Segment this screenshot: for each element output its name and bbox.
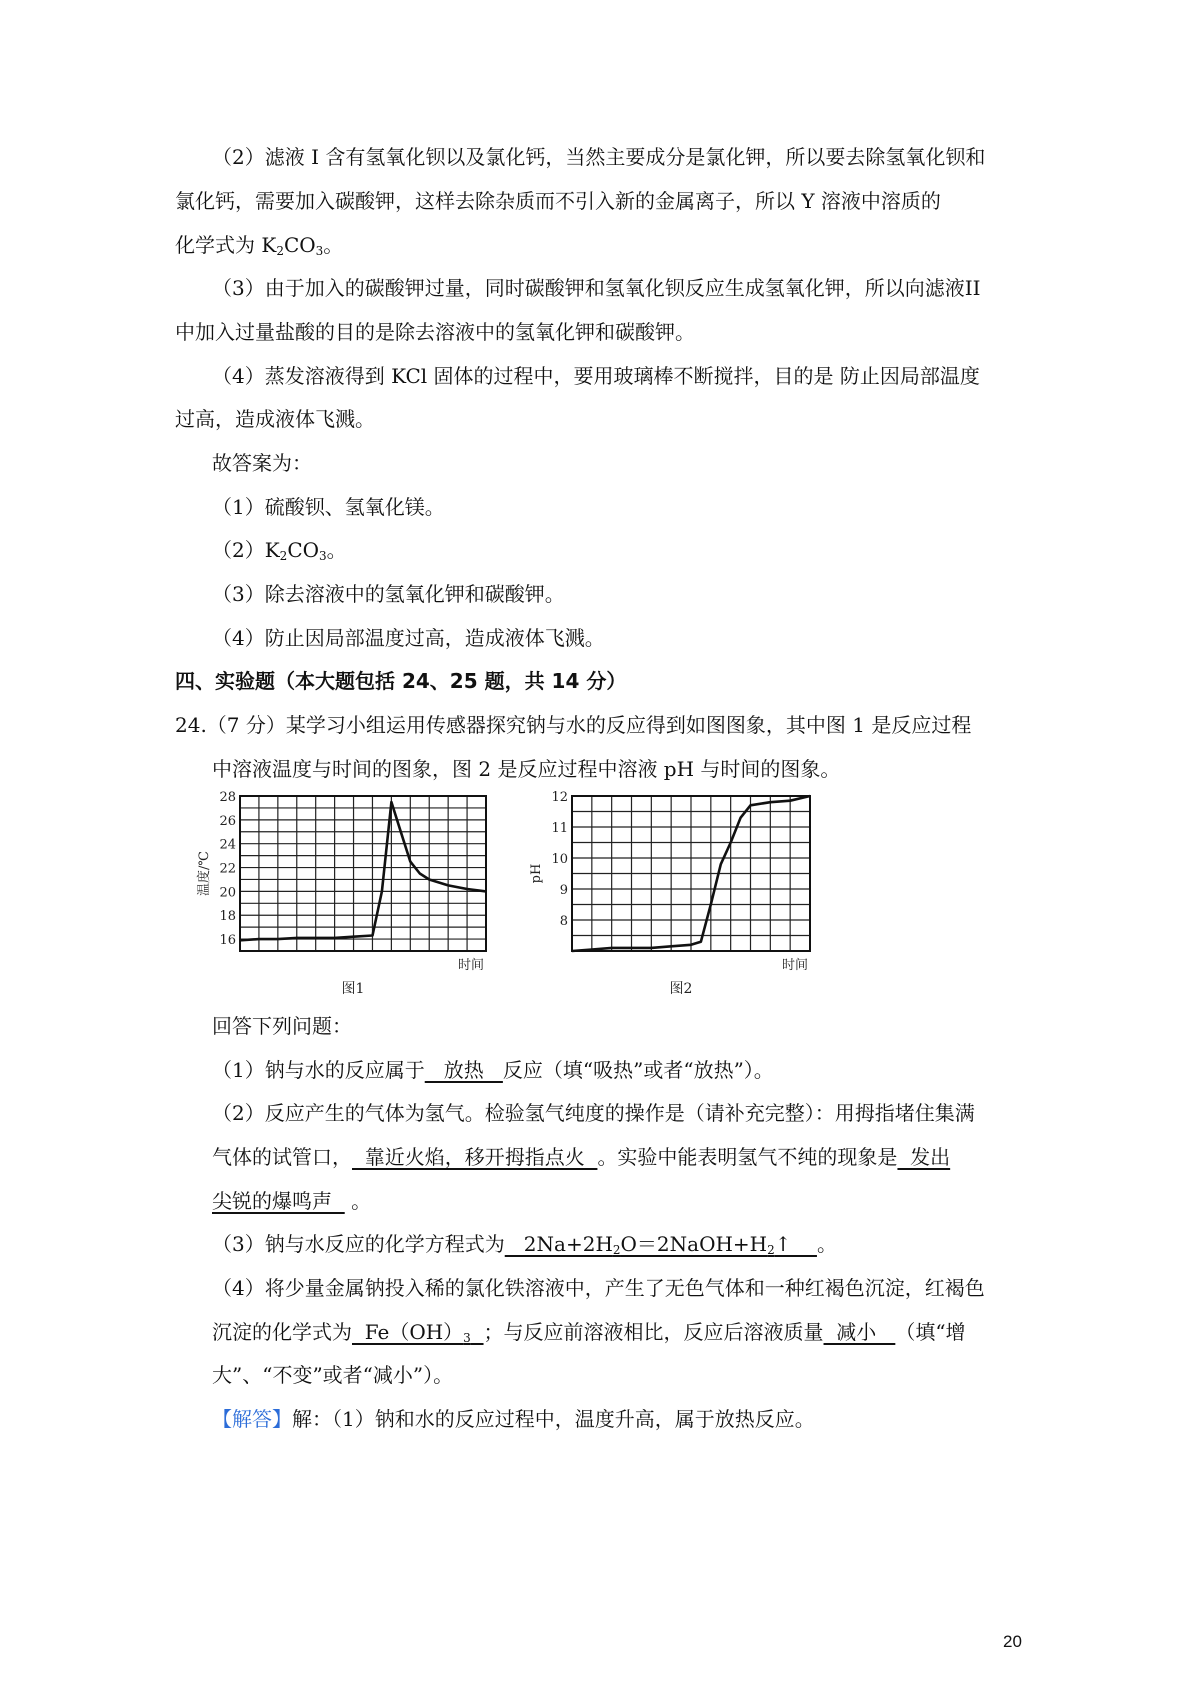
- text-line: 氯化钙，需要加入碳酸钾，这样去除杂质而不引入新的金属离子，所以 Y 溶液中溶质的: [175, 189, 941, 213]
- chart-figure-2: [529, 790, 850, 1015]
- answer-line: 沉淀的化学式为 $Fe(OH)_3$ ；与反应前溶液相比，反应后溶液质量 减小 （填“增: [212, 1320, 966, 1345]
- answer-blank: 发出: [897, 1145, 951, 1169]
- answer-line: 尖锐的爆鸣声 。: [212, 1189, 372, 1213]
- question-line: 24.（7 分）某学习小组运用传感器探究钠与水的反应得到如图图象，其中图 1 是反应过程: [175, 713, 972, 737]
- answer-blank: $2Na+2H_2O=2NaOH+H_2↑$: [504, 1232, 817, 1257]
- y-tick-label: 8: [559, 914, 568, 929]
- y-axis-label: 温度/℃: [197, 851, 212, 896]
- y-tick-label: 26: [219, 813, 236, 829]
- y-tick-label: 12: [551, 790, 568, 805]
- y-axis-label: pH: [529, 863, 544, 884]
- x-axis-label: 时间: [457, 958, 484, 973]
- y-tick-label: 18: [219, 909, 236, 925]
- y-tick-label: 11: [551, 821, 568, 836]
- answer-line: 大”、“不变”或者“减小”）。: [212, 1363, 454, 1387]
- data-line: [240, 802, 486, 940]
- text-line: （4）蒸发溶液得到 KCl 固体的过程中，要用玻璃棒不断搅拌，目的是 防止因局部温度: [212, 364, 980, 388]
- text-line: 中加入过量盐酸的目的是除去溶液中的氢氧化钾和碳酸钾。: [175, 320, 695, 344]
- text-line: 回答下列问题：: [212, 1014, 352, 1038]
- answer-blank: 放热: [424, 1058, 503, 1082]
- text-line: （3）除去溶液中的氢氧化钾和碳酸钾。: [212, 582, 565, 606]
- y-tick-label: 24: [219, 837, 236, 853]
- text-line: （1）硫酸钡、氢氧化镁。: [212, 495, 445, 519]
- y-tick-label: 22: [219, 861, 236, 877]
- text-line: （2）滤液 I 含有氢氧化钡以及氯化钙，当然主要成分是氯化钾，所以要去除氢氧化钡和: [212, 145, 986, 169]
- chart-figure-1: [197, 790, 530, 1015]
- answer-blank: 靠近火焰，移开拇指点火: [352, 1145, 598, 1169]
- x-axis-label: 时间: [781, 958, 808, 973]
- answer-line: 气体的试管口， 靠近火焰，移开拇指点火 。实验中能表明氢气不纯的现象是 发出: [212, 1145, 951, 1169]
- text-line: 化学式为 $K_2CO_3$。: [175, 233, 344, 258]
- y-tick-label: 28: [219, 790, 236, 805]
- text-line: 过高，造成液体飞溅。: [175, 407, 375, 431]
- answer-blank: $Fe(OH)_3$: [352, 1320, 471, 1345]
- solution-label: 【解答】: [212, 1407, 292, 1431]
- y-tick-label: 16: [219, 933, 236, 949]
- answer-line: （3）钠与水反应的化学方程式为 $2Na+2H_2O=2NaOH+H_2↑$ 。: [212, 1232, 837, 1257]
- text-line: （4）防止因局部温度过高，造成液体飞溅。: [212, 626, 605, 650]
- y-tick-label: 20: [219, 885, 236, 901]
- text-line: $(2)K_2CO_3$。: [212, 538, 347, 563]
- text-line: （3）由于加入的碳酸钾过量，同时碳酸钾和氢氧化钡反应生成氢氧化钾，所以向滤液II: [212, 276, 981, 300]
- page-number: 20: [1003, 1632, 1022, 1651]
- text-line: 故答案为：: [212, 451, 312, 475]
- y-tick-label: 9: [559, 883, 568, 898]
- figure-caption: 图2: [669, 981, 693, 997]
- y-tick-label: 10: [551, 852, 568, 867]
- answer-blank: 减小: [823, 1320, 896, 1344]
- solution-line: 【解答】解：（1）钠和水的反应过程中，温度升高，属于放热反应。: [212, 1407, 815, 1431]
- answer-line: （4）将少量金属钠投入稀的氯化铁溶液中，产生了无色气体和一种红褐色沉淀，红褐色: [212, 1276, 985, 1300]
- question-line: 中溶液温度与时间的图象，图 2 是反应过程中溶液 pH 与时间的图象。: [212, 757, 841, 781]
- figure-caption: 图1: [341, 981, 365, 997]
- answer-line: （1）钠与水的反应属于 放热 反应（填“吸热”或者“放热”）。: [212, 1058, 774, 1082]
- answer-line: （2）反应产生的气体为氢气。检验氢气纯度的操作是（请补充完整）：用拇指堵住集满: [212, 1101, 975, 1125]
- section-heading: 四、实验题（本大题包括 24、25 题，共 14 分）: [175, 669, 627, 693]
- answer-blank: 尖锐的爆鸣声: [212, 1189, 345, 1213]
